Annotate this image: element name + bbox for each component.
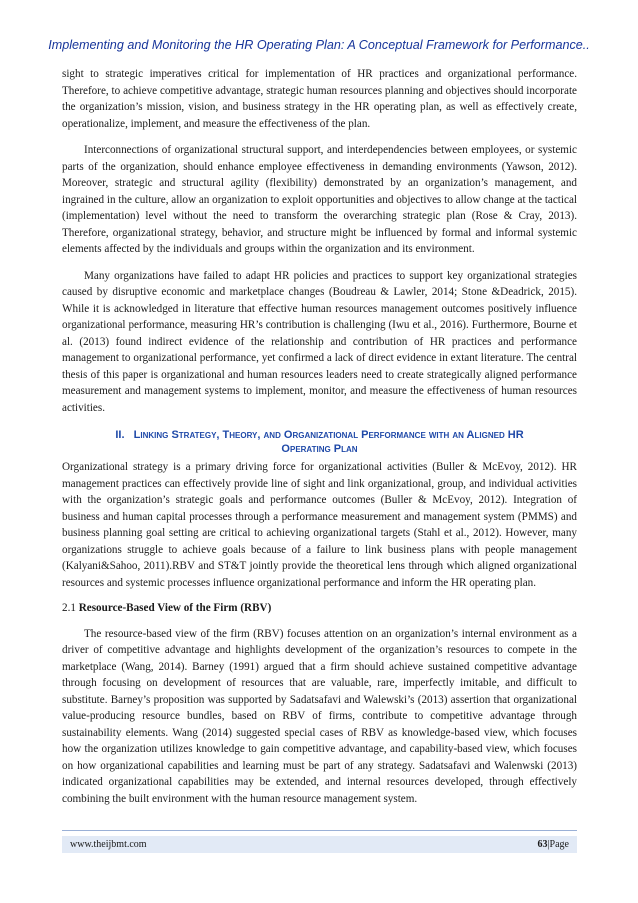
footer-divider — [62, 830, 577, 831]
section-number: II. — [115, 429, 125, 441]
footer-page — [538, 839, 569, 850]
paragraph: The resource-based view of the firm (RBV) focuses attention on an organization’s internal environment as a driver of competitive advantage and highlights development of the organization’s resources to compete in the marketplace (Wang, 2014). Barney (1991) argued that a firm should achieve sustained competitive advantage through focusing on development of resources that are valuable, rare, imperfectly imitable, and difficult to substitute. Barney’s proposition was supported by Sadatsafavi and Walewski’s (2013) assertion that organizational value-producing resource bundles, based on RBV of firms, contribute to competitive advantage through sustainability elements. Wang (2014) suggested special cases of RBV as knowledge-based view, which focuses how the organization utilizes knowledge to gain competitive advantage, and capability-based view, which focuses on how organizational capabilities and learning must be part of any strategy. Sadatsafavi and Walenwski (2013) indicated organizational capabilities may be extended, and internal resources developed, through effectively combining the built environment with the human resource management system. — [62, 627, 577, 805]
paragraph: Organizational strategy is a primary driving force for organizational activities (Buller & McEvoy, 2012). HR management practices can effectively provide line of sight and link organizational, group, and individual activities with the organization’s strategic goals and performance outcomes (Buller & McEvoy, 2012). Integration of business and human capital processes through a performance measurement and management system (PMMS) and business planning goal setting are critical to achieving organizational targets (Stahl et al., 2012). However, many organizations struggle to achieve goals because of a failure to link business plans with people management (Kalyani&Sahoo, 2011).RBV and ST&T jointly provide the theoretical lens through which aligned organizational resources and systemic processes influence organizational performance and inform the HR operating plan. — [62, 461, 577, 589]
section-heading — [62, 428, 577, 456]
paragraph: Many organizations have failed to adapt HR policies and practices to support key organizational strategies caused by disruptive economic and marketplace changes (Boudreau & Lawler, 2014; Stone &Deadrick, 2015). While it is acknowledged in literature that effective human resources management outcomes positively influence organizational performance, measuring HR’s contribution is challenging (Iwu et al., 2016). Furthermore, Bourne et al. (2013) found indirect evidence of the relationship and contribution of HR practices and performance management to organizational performance, yet confirmed a lack of direct evidence in extant literature. The central thesis of this paper is organizational and human resources leaders need to create strategically aligned performance measurement and management systems to implement, monitor, and measure the effectiveness of human resources activities. — [62, 269, 577, 414]
paragraph: sight to strategic imperatives critical for implementation of HR practices and organizational performance. Therefore, to achieve competitive advantage, strategic human resources planning and objectives should incorporate the organization’s mission, vision, and business strategy in the HR operating plan, as well as effectively create, operationalize, implement, and measure the effectiveness of the plan. — [62, 68, 577, 130]
paragraph: Interconnections of organizational structural support, and interdependencies between employees, or systemic parts of the organization, should enhance employee effectiveness in demanding environments (Yawson, 2012). Moreover, strategic and structural agility (flexibility) demonstrated by an organization’s management, and ingrained in the culture, allow an organization to exploit opportunities and objectives to allow change at the tactical (implementation) level without the need to transform the overarching strategic plan (Rose & Cray, 2013). Therefore, organizational strategy, behavior, and structure might be influenced by formal and informal systemic elements affected by the individuals and groups within the organization and its environment. — [62, 144, 577, 255]
subsection-heading — [62, 600, 577, 617]
section-title-line2: Operating Plan — [281, 443, 358, 455]
article-body — [62, 66, 577, 817]
section-title-line1: Linking Strategy, Theory, and Organizational Performance with an Aligned HR — [133, 429, 524, 441]
page-label: |Page — [547, 839, 569, 850]
running-head: Implementing and Monitoring the HR Operating Plan: A Conceptual Framework for Performance.. — [48, 38, 590, 52]
subsection-title: Resource-Based View of the Firm (RBV) — [78, 602, 272, 614]
page-number: 63 — [537, 839, 548, 850]
subsection-number: 2.1 — [62, 602, 76, 614]
page-footer — [62, 836, 577, 853]
footer-website: www.theijbmt.com — [70, 839, 147, 850]
